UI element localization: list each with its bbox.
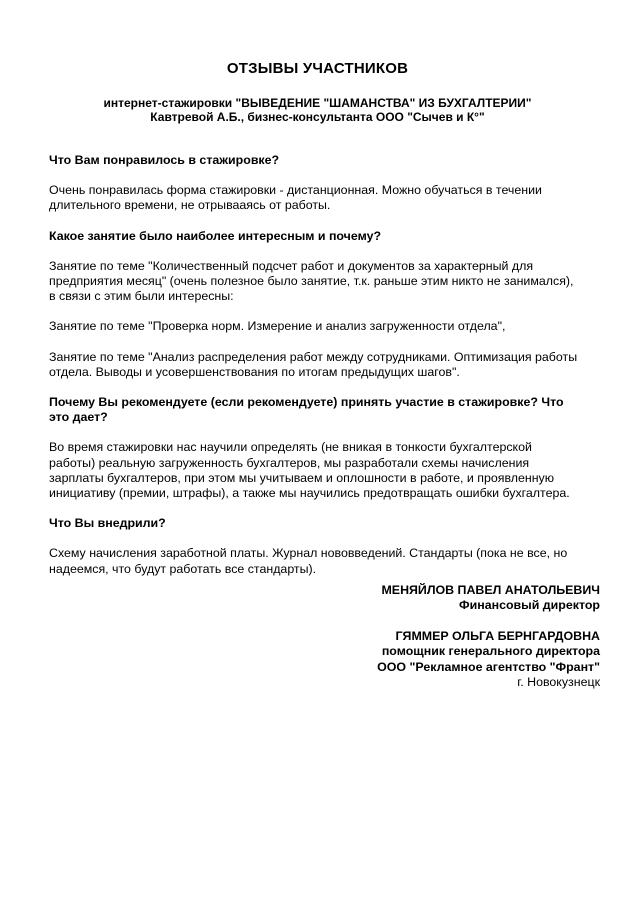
text-line: надеемся, что будут работать все стандарты). — [49, 561, 317, 576]
text-line: Схему начисления заработной платы. Журнал нововведений. Стандарты (пока не все, но — [49, 546, 568, 561]
answer-2-paragraph-2 — [49, 319, 599, 334]
text-line: инициативу (премии, штрафы), а также мы научились предотвращать ошибки бухгалтера. — [49, 486, 570, 501]
question-4: Что Вы внедрили? — [49, 516, 166, 531]
answer-4-paragraph — [49, 546, 599, 576]
signature-block — [377, 583, 600, 690]
subtitle-line-2: Кавтревой А.Б., бизнес-консультанта ООО "Сычев и К°" — [150, 110, 485, 124]
signer-2-company: ООО "Рекламное агентство "Франт" — [377, 659, 600, 674]
question-3 — [49, 395, 599, 425]
signature-gap — [377, 614, 600, 629]
answer-2-paragraph-3 — [49, 350, 599, 380]
question-3-line-1: Почему Вы рекомендуете (если рекомендуете) принять участие в стажировке? Что — [49, 395, 564, 410]
text-line: Занятие по теме "Количественный подсчет работ и документов за характерный для — [49, 258, 534, 273]
text-line: зарплаты бухгалтеров, при этом мы учитываем и оплошности в работе, и проявленную — [49, 470, 555, 485]
text-line: длительного времени, не отрывааясь от работы. — [49, 198, 331, 213]
subtitle-line-1: интернет-стажировки "ВЫВЕДЕНИЕ "ШАМАНСТВА" ИЗ БУХГАЛТЕРИИ" — [103, 96, 532, 110]
text-line: Во время стажировки нас научили определять (не вникая в тонкости бухгалтерской — [49, 440, 532, 455]
question-1: Что Вам понравилось в стажировке? — [49, 153, 280, 167]
text-line: предприятия месяц" (очень полезное было занятие, т.к. раньше этим никто не занимался), — [49, 274, 574, 289]
signer-2-name: ГЯММЕР ОЛЬГА БЕРНГАРДОВНА — [395, 628, 600, 643]
answer-1-paragraph — [49, 183, 599, 213]
text-line: отдела. Выводы и усовершенствования по итогам предыдущих шагов". — [49, 364, 460, 379]
question-2: Какое занятие было наиболее интересным и почему? — [49, 228, 382, 243]
text-line: Занятие по теме "Проверка норм. Измерение и анализ загруженности отдела", — [49, 319, 506, 334]
text-line: в связи с этим были интересны: — [49, 289, 234, 304]
text-line: Занятие по теме "Анализ распределения работ между сотрудниками. Оптимизация работы — [49, 349, 578, 364]
question-3-line-2: это дает? — [49, 410, 108, 425]
page-subtitle — [0, 96, 635, 124]
text-line: работы) реальную загруженность бухгалтеров, мы разработали схемы начисления — [49, 455, 530, 470]
text-line: Очень понравилась форма стажировки - дистанционная. Можно обучаться в течении — [49, 183, 542, 198]
signer-2-city: г. Новокузнецк — [517, 675, 600, 690]
document-body — [49, 153, 599, 592]
signer-1-name: МЕНЯЙЛОВ ПАВЕЛ АНАТОЛЬЕВИЧ — [381, 583, 600, 597]
answer-2-paragraph-1 — [49, 259, 599, 305]
page-title: ОТЗЫВЫ УЧАСТНИКОВ — [226, 60, 409, 77]
signer-2-role: помощник генерального директора — [381, 644, 600, 659]
answer-3-paragraph — [49, 440, 599, 501]
signer-1-role: Финансовый директор — [459, 598, 600, 613]
